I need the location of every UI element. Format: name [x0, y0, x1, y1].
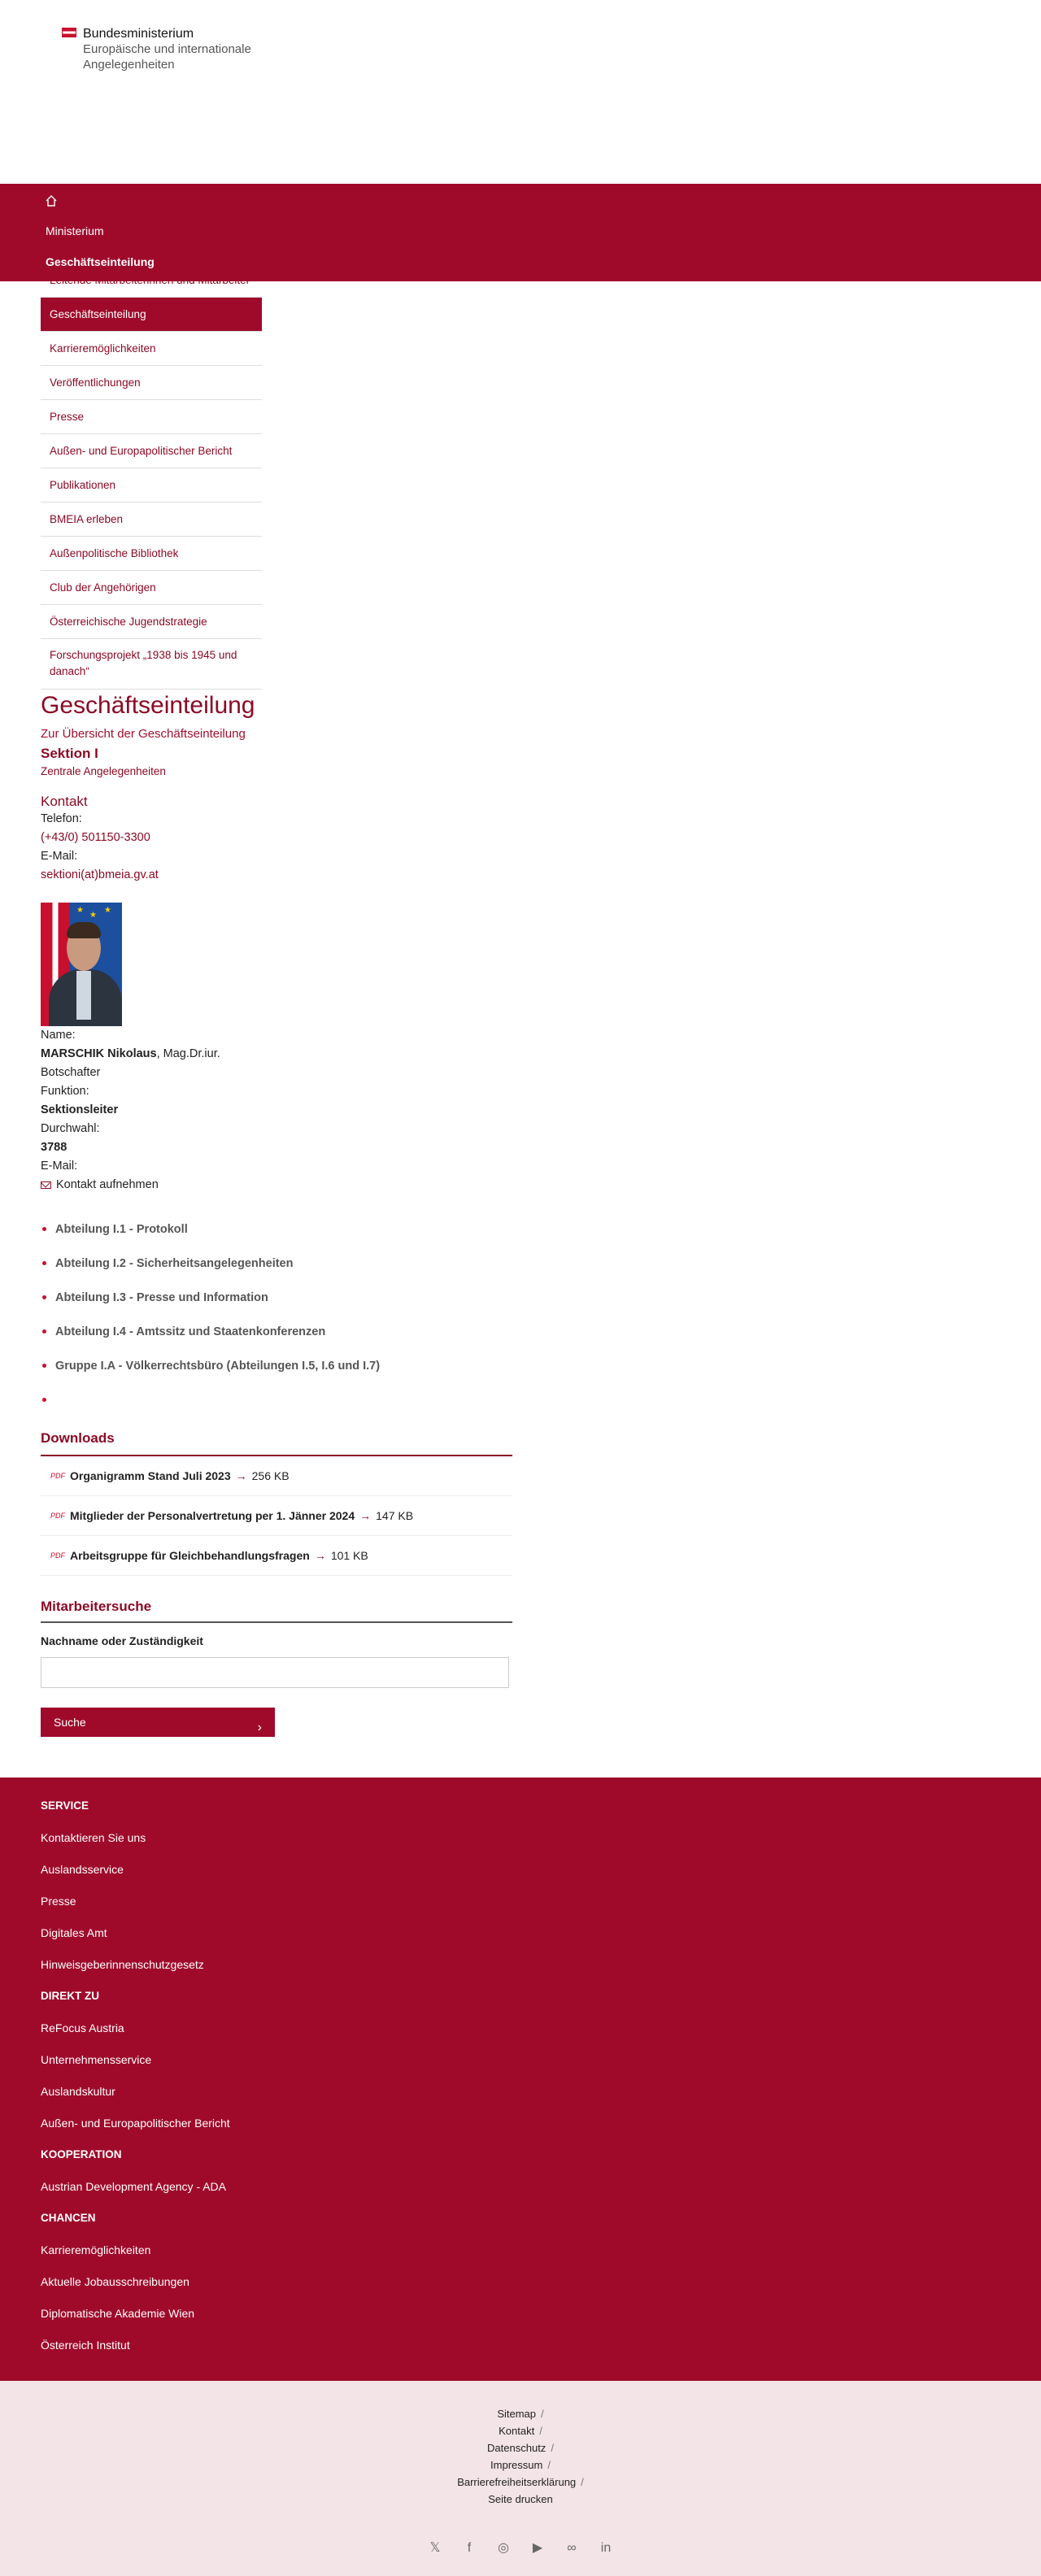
bottom-link-label: Kontakt	[499, 2425, 535, 2437]
footer-link[interactable]: Austrian Development Agency - ADA	[41, 2180, 227, 2193]
bottom-link-kontakt[interactable]	[0, 2422, 1041, 2439]
nav-crumb-current[interactable]: Geschäftseinteilung	[46, 255, 155, 268]
flickr-icon[interactable]: ∞	[567, 2541, 577, 2555]
footer-link[interactable]: Diplomatische Akademie Wien	[41, 2307, 195, 2320]
footer-heading-chancen: CHANCEN	[41, 2212, 96, 2224]
pdf-icon: PDF	[50, 1551, 65, 1560]
download-name: Organigramm Stand Juli 2023	[70, 1469, 231, 1482]
bottom-link-label: Impressum	[490, 2459, 543, 2471]
download-item[interactable]	[41, 1536, 512, 1576]
footer-bottom	[0, 2381, 1041, 2576]
bottom-link-label: Sitemap	[497, 2408, 537, 2420]
person-name-row	[41, 1045, 512, 1064]
person-name: MARSCHIK Nikolaus	[41, 1047, 157, 1060]
download-item[interactable]	[41, 1456, 512, 1496]
footer-link[interactable]: Aktuelle Jobausschreibungen	[41, 2275, 189, 2288]
site-footer	[0, 1778, 1041, 2381]
logo-line-3: Angelegenheiten	[83, 58, 175, 72]
side-menu	[41, 265, 262, 690]
pdf-icon: PDF	[50, 1512, 65, 1520]
side-item-veroeffentlichungen[interactable]: Veröffentlichungen	[41, 366, 262, 400]
separator: /	[541, 2408, 544, 2420]
employee-search-heading: Mitarbeitersuche	[41, 1599, 512, 1623]
download-name: Arbeitsgruppe für Gleichbehandlungsfragen	[70, 1549, 310, 1562]
email2-label: E-Mail:	[41, 1160, 78, 1173]
arrow-right-icon: →	[314, 1549, 326, 1562]
person-rank: Botschafter	[41, 1066, 101, 1079]
main-content	[41, 688, 512, 1737]
email-label: E-Mail:	[41, 850, 78, 863]
austrian-flag-icon	[62, 28, 76, 37]
side-item-forschungsprojekt[interactable]: Forschungsprojekt „1938 bis 1945 und danach“	[41, 639, 262, 690]
pdf-icon: PDF	[50, 1472, 65, 1480]
side-item-presse[interactable]: Presse	[41, 400, 262, 434]
name-label: Name:	[41, 1029, 76, 1042]
site-header	[0, 0, 1041, 184]
side-item-publikationen[interactable]: Publikationen	[41, 468, 262, 503]
footer-link[interactable]: Außen- und Europapolitischer Bericht	[41, 2117, 230, 2130]
contact-link[interactable]	[41, 1176, 512, 1194]
linkedin-icon[interactable]: in	[600, 2541, 612, 2555]
arrow-right-icon: →	[235, 1469, 247, 1482]
footer-link[interactable]: Auslandsservice	[41, 1863, 124, 1876]
envelope-icon	[41, 1181, 51, 1189]
search-button-label: Suche	[54, 1716, 86, 1729]
dept-item-i2[interactable]: Abteilung I.2 - Sicherheitsangelegenheiten	[41, 1247, 512, 1281]
extension-label: Durchwahl:	[41, 1122, 100, 1135]
youtube-icon[interactable]: ▶	[532, 2541, 543, 2555]
section-title: Sektion I	[41, 746, 98, 761]
side-item-bmeia-erleben[interactable]: BMEIA erleben	[41, 503, 262, 537]
dept-item-i3[interactable]: Abteilung I.3 - Presse und Information	[41, 1281, 512, 1315]
separator: /	[581, 2476, 584, 2488]
bottom-link-label: Datenschutz	[487, 2442, 547, 2454]
side-item-jugendstrategie[interactable]: Österreichische Jugendstrategie	[41, 605, 262, 639]
nav-crumb-ministerium[interactable]: Ministerium	[46, 224, 104, 237]
download-size: 101 KB	[330, 1549, 368, 1562]
footer-link[interactable]: Digitales Amt	[41, 1926, 107, 1939]
chevron-right-icon: ›	[257, 1721, 262, 1734]
dept-item-i1[interactable]: Abteilung I.1 - Protokoll	[41, 1212, 512, 1247]
footer-link[interactable]: Hinweisgeberinnenschutzgesetz	[41, 1958, 204, 1971]
section-subtitle: Zentrale Angelegenheiten	[41, 765, 166, 777]
footer-link[interactable]: Unternehmensservice	[41, 2053, 152, 2066]
extension-value: 3788	[41, 1141, 68, 1154]
bottom-link-label: Seite drucken	[488, 2493, 553, 2505]
footer-link[interactable]: Karrieremöglichkeiten	[41, 2243, 151, 2256]
side-item-karriere[interactable]: Karrieremöglichkeiten	[41, 332, 262, 366]
email-link[interactable]: sektioni(at)bmeia.gv.at	[41, 868, 159, 881]
page-title: Geschäftseinteilung	[41, 692, 255, 719]
person-degree: , Mag.Dr.iur.	[156, 1047, 220, 1060]
function-value: Sektionsleiter	[41, 1103, 119, 1116]
footer-heading-direkt: DIREKT ZU	[41, 1990, 99, 2002]
bottom-link-datenschutz[interactable]	[0, 2439, 1041, 2456]
side-item-bibliothek[interactable]: Außenpolitische Bibliothek	[41, 537, 262, 571]
side-item-bericht[interactable]: Außen- und Europapolitischer Bericht	[41, 434, 262, 468]
bottom-link-barrierefreiheit[interactable]	[0, 2474, 1041, 2491]
bottom-link-label: Barrierefreiheitserklärung	[457, 2476, 577, 2488]
search-button[interactable]	[41, 1708, 275, 1737]
home-icon[interactable]	[44, 194, 59, 208]
separator: /	[547, 2459, 551, 2471]
phone-label: Telefon:	[41, 812, 82, 825]
phone-link[interactable]: (+43/0) 501150-3300	[41, 831, 150, 844]
logo-text	[83, 26, 251, 72]
overview-link[interactable]: Zur Übersicht der Geschäftseinteilung	[41, 727, 246, 741]
logo-line-2: Europäische und internationale	[83, 42, 251, 56]
dept-item-i4[interactable]: Abteilung I.4 - Amtssitz und Staatenkonferenzen	[41, 1315, 512, 1349]
social-links	[0, 2540, 1041, 2556]
side-item-club[interactable]: Club der Angehörigen	[41, 571, 262, 605]
contact-link-label: Kontakt aufnehmen	[56, 1178, 159, 1191]
footer-link[interactable]: Kontaktieren Sie uns	[41, 1831, 146, 1844]
search-label: Nachname oder Zuständigkeit	[41, 1634, 203, 1647]
download-item[interactable]	[41, 1496, 512, 1536]
footer-link[interactable]: Österreich Institut	[41, 2339, 130, 2352]
download-size: 256 KB	[251, 1469, 290, 1482]
footer-heading-service: SERVICE	[41, 1799, 89, 1812]
facebook-icon[interactable]: f	[467, 2541, 472, 2555]
logo-line-1: Bundesministerium	[83, 27, 194, 41]
separator: /	[539, 2425, 542, 2437]
arrow-right-icon: →	[359, 1509, 372, 1522]
download-size: 147 KB	[376, 1509, 414, 1522]
downloads-heading: Downloads	[41, 1430, 512, 1456]
footer-link[interactable]: ReFocus Austria	[41, 2021, 124, 2034]
footer-link[interactable]: Auslandskultur	[41, 2085, 115, 2098]
x-twitter-icon[interactable]: 𝕏	[429, 2541, 441, 2555]
footer-link[interactable]: Presse	[41, 1895, 76, 1908]
main-nav-bar	[0, 184, 1041, 281]
search-input[interactable]	[41, 1657, 509, 1688]
bottom-link-impressum[interactable]	[0, 2456, 1041, 2474]
contact-heading: Kontakt	[41, 794, 88, 809]
footer-heading-kooperation: KOOPERATION	[41, 2148, 122, 2160]
separator: /	[551, 2442, 554, 2454]
dept-item-ia[interactable]: Gruppe I.A - Völkerrechtsbüro (Abteilungen I.5, I.6 und I.7)	[41, 1349, 512, 1383]
bottom-link-print[interactable]	[0, 2491, 1041, 2508]
bmeia-logo[interactable]	[62, 26, 251, 72]
bottom-link-sitemap[interactable]	[0, 2405, 1041, 2422]
function-label: Funktion:	[41, 1085, 89, 1098]
portrait-photo: ★ ★ ★	[41, 903, 122, 1026]
download-name: Mitglieder der Personalvertretung per 1. Jänner 2024	[70, 1509, 355, 1522]
side-item-geschaeftseinteilung[interactable]: Geschäftseinteilung	[41, 298, 262, 332]
dept-item-empty	[41, 1383, 512, 1417]
department-list	[41, 1212, 512, 1417]
instagram-icon[interactable]: ◎	[498, 2541, 509, 2555]
